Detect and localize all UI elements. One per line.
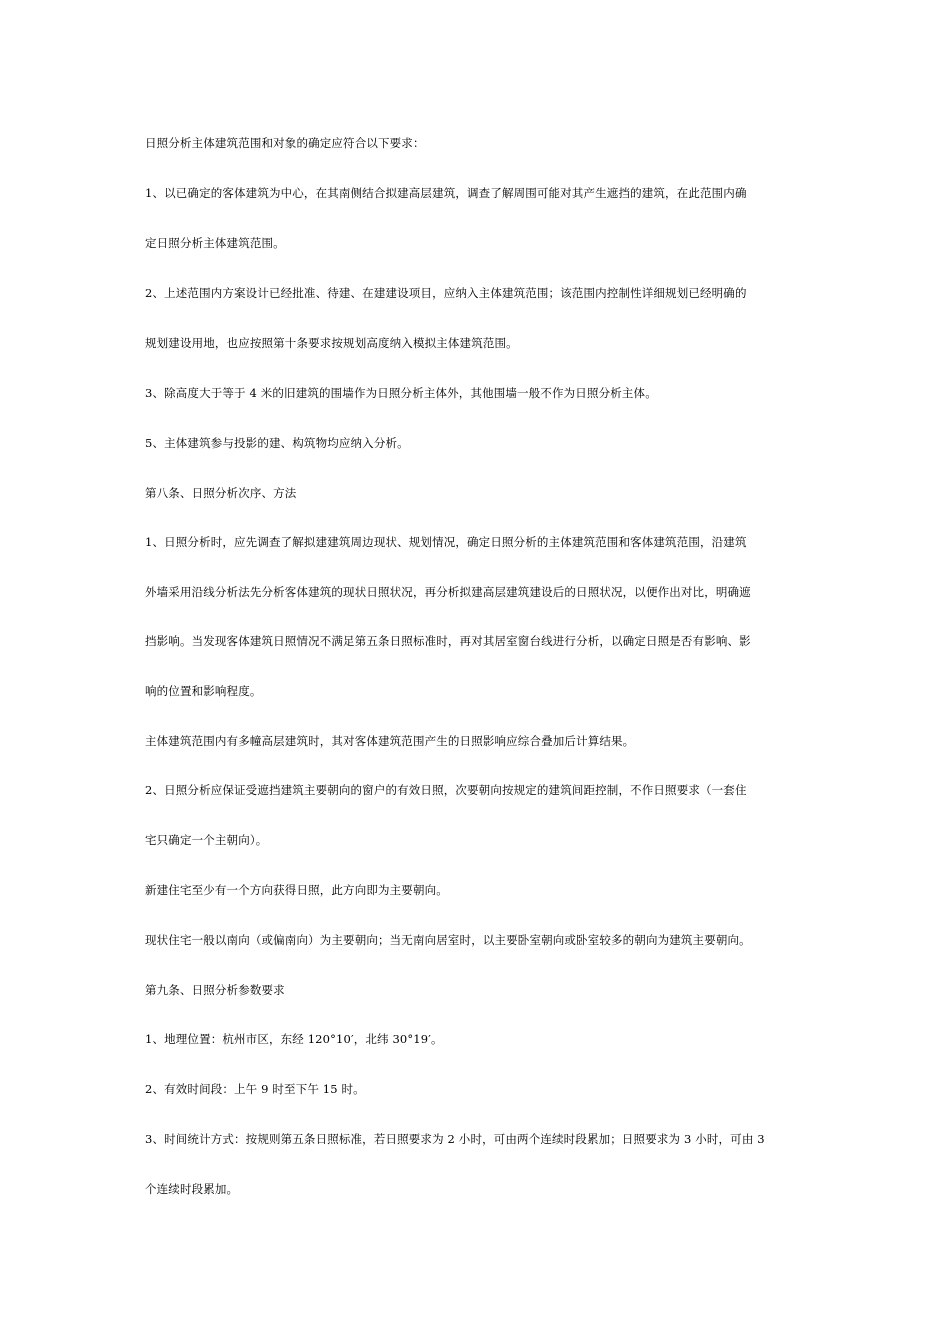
text-line: 2、上述范围内方案设计已经批准、待建、在建建设项目，应纳入主体建筑范围；该范围内控制性详细规划已经明确的 — [145, 286, 747, 300]
text-line: 2、有效时间段：上午 9 时至下午 15 时。 — [145, 1082, 365, 1096]
text-line: 现状住宅一般以南向（或偏南向）为主要朝向；当无南向居室时，以主要卧室朝向或卧室较多的朝向为建筑主要朝向。 — [145, 933, 751, 947]
text-line: 1、以已确定的客体建筑为中心，在其南侧结合拟建高层建筑，调查了解周围可能对其产生遮挡的建筑，在此范围内确 — [145, 186, 747, 200]
text-line: 1、地理位置：杭州市区，东经 120°10′，北纬 30°19′。 — [145, 1032, 443, 1046]
text-line: 新建住宅至少有一个方向获得日照，此方向即为主要朝向。 — [145, 883, 448, 897]
text-line: 定日照分析主体建筑范围。 — [145, 236, 285, 250]
text-line: 主体建筑范围内有多幢高层建筑时，其对客体建筑范围产生的日照影响应综合叠加后计算结果。 — [145, 734, 635, 748]
text-line: 1、日照分析时，应先调查了解拟建建筑周边现状、规划情况，确定日照分析的主体建筑范围和客体建筑范围，沿建筑 — [145, 535, 747, 549]
text-line: 5、主体建筑参与投影的建、构筑物均应纳入分析。 — [145, 436, 409, 450]
text-line: 日照分析主体建筑范围和对象的确定应符合以下要求： — [145, 136, 425, 150]
section-heading: 第九条、日照分析参数要求 — [145, 983, 285, 997]
section-heading: 第八条、日照分析次序、方法 — [145, 486, 297, 500]
text-line: 3、除高度大于等于 4 米的旧建筑的围墙作为日照分析主体外，其他围墙一般不作为日照分析主体。 — [145, 386, 657, 400]
text-line: 规划建设用地，也应按照第十条要求按规划高度纳入模拟主体建筑范围。 — [145, 336, 518, 350]
text-line: 宅只确定一个主朝向）。 — [145, 833, 268, 847]
text-line: 外墙采用沿线分析法先分析客体建筑的现状日照状况，再分析拟建高层建筑建设后的日照状况，以便作出对比，明确遮 — [145, 585, 751, 599]
text-line: 3、时间统计方式：按规则第五条日照标准，若日照要求为 2 小时，可由两个连续时段累加；日照要求为 3 小时，可由 3 — [145, 1132, 765, 1146]
text-line: 挡影响。当发现客体建筑日照情况不满足第五条日照标准时，再对其居室窗台线进行分析，以确定日照是否有影响、影 — [145, 634, 751, 648]
text-line: 2、日照分析应保证受遮挡建筑主要朝向的窗户的有效日照，次要朝向按规定的建筑间距控制，不作日照要求（一套住 — [145, 783, 747, 797]
text-line: 个连续时段累加。 — [145, 1182, 239, 1196]
text-line: 响的位置和影响程度。 — [145, 684, 262, 698]
